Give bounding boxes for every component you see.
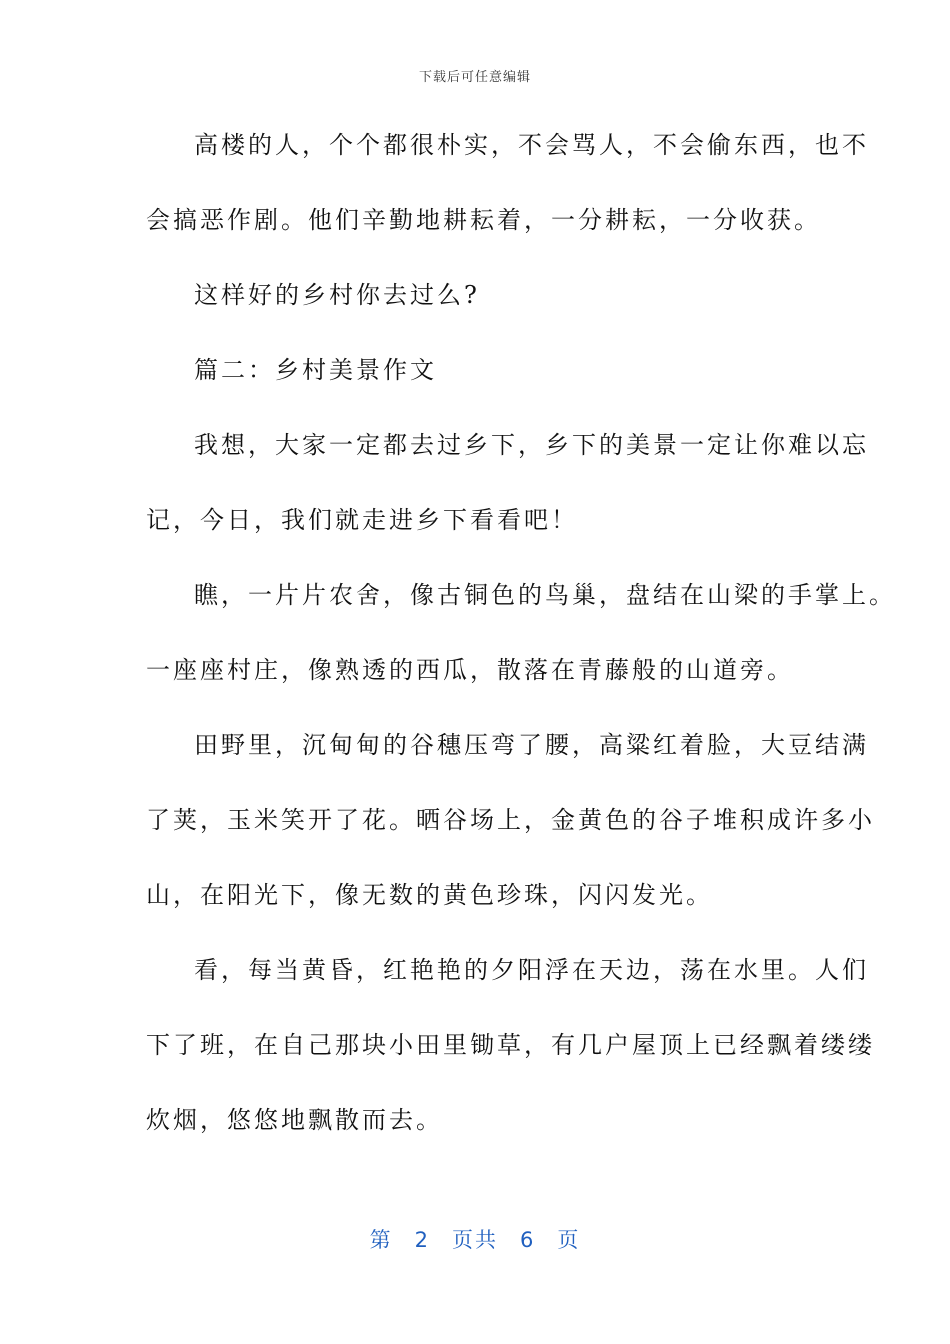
text-line: 看，每当黄昏，红艳艳的夕阳浮在天边，荡在水里。人们 xyxy=(194,956,869,984)
text-line: 会搞恶作剧。他们辛勤地耕耘着，一分耕耘，一分收获。 xyxy=(146,206,821,234)
total-pages-number: 6 xyxy=(520,1228,536,1252)
footer-suffix: 页 xyxy=(557,1228,581,1252)
text-line: 田野里，沉甸甸的谷穗压弯了腰，高粱红着脸，大豆结满 xyxy=(194,731,869,759)
text-line: 炊烟，悠悠地飘散而去。 xyxy=(146,1106,443,1134)
footer-prefix: 第 xyxy=(369,1228,393,1252)
text-line: 山，在阳光下，像无数的黄色珍珠，闪闪发光。 xyxy=(146,881,713,909)
current-page-number: 2 xyxy=(414,1228,430,1252)
text-line: 瞧，一片片农舍，像古铜色的鸟巢，盘结在山梁的手掌上。 xyxy=(194,581,896,609)
text-line: 下了班，在自己那块小田里锄草，有几户屋顶上已经飘着缕缕 xyxy=(146,1031,875,1059)
text-line: 高楼的人，个个都很朴实，不会骂人，不会偷东西，也不 xyxy=(194,131,869,159)
text-line: 一座座村庄，像熟透的西瓜，散落在青藤般的山道旁。 xyxy=(146,656,794,684)
page-header: 下载后可任意编辑 xyxy=(418,70,531,85)
text-line: 了荚，玉米笑开了花。晒谷场上，金黄色的谷子堆积成许多小 xyxy=(146,806,875,834)
section-heading: 篇二：乡村美景作文 xyxy=(194,356,437,384)
text-line: 我想，大家一定都去过乡下，乡下的美景一定让你难以忘 xyxy=(194,431,869,459)
text-line: 这样好的乡村你去过么? xyxy=(194,281,480,309)
footer-middle: 页共 xyxy=(452,1228,498,1252)
page-footer xyxy=(0,1224,950,1254)
text-line: 记，今日，我们就走进乡下看看吧！ xyxy=(146,506,578,534)
